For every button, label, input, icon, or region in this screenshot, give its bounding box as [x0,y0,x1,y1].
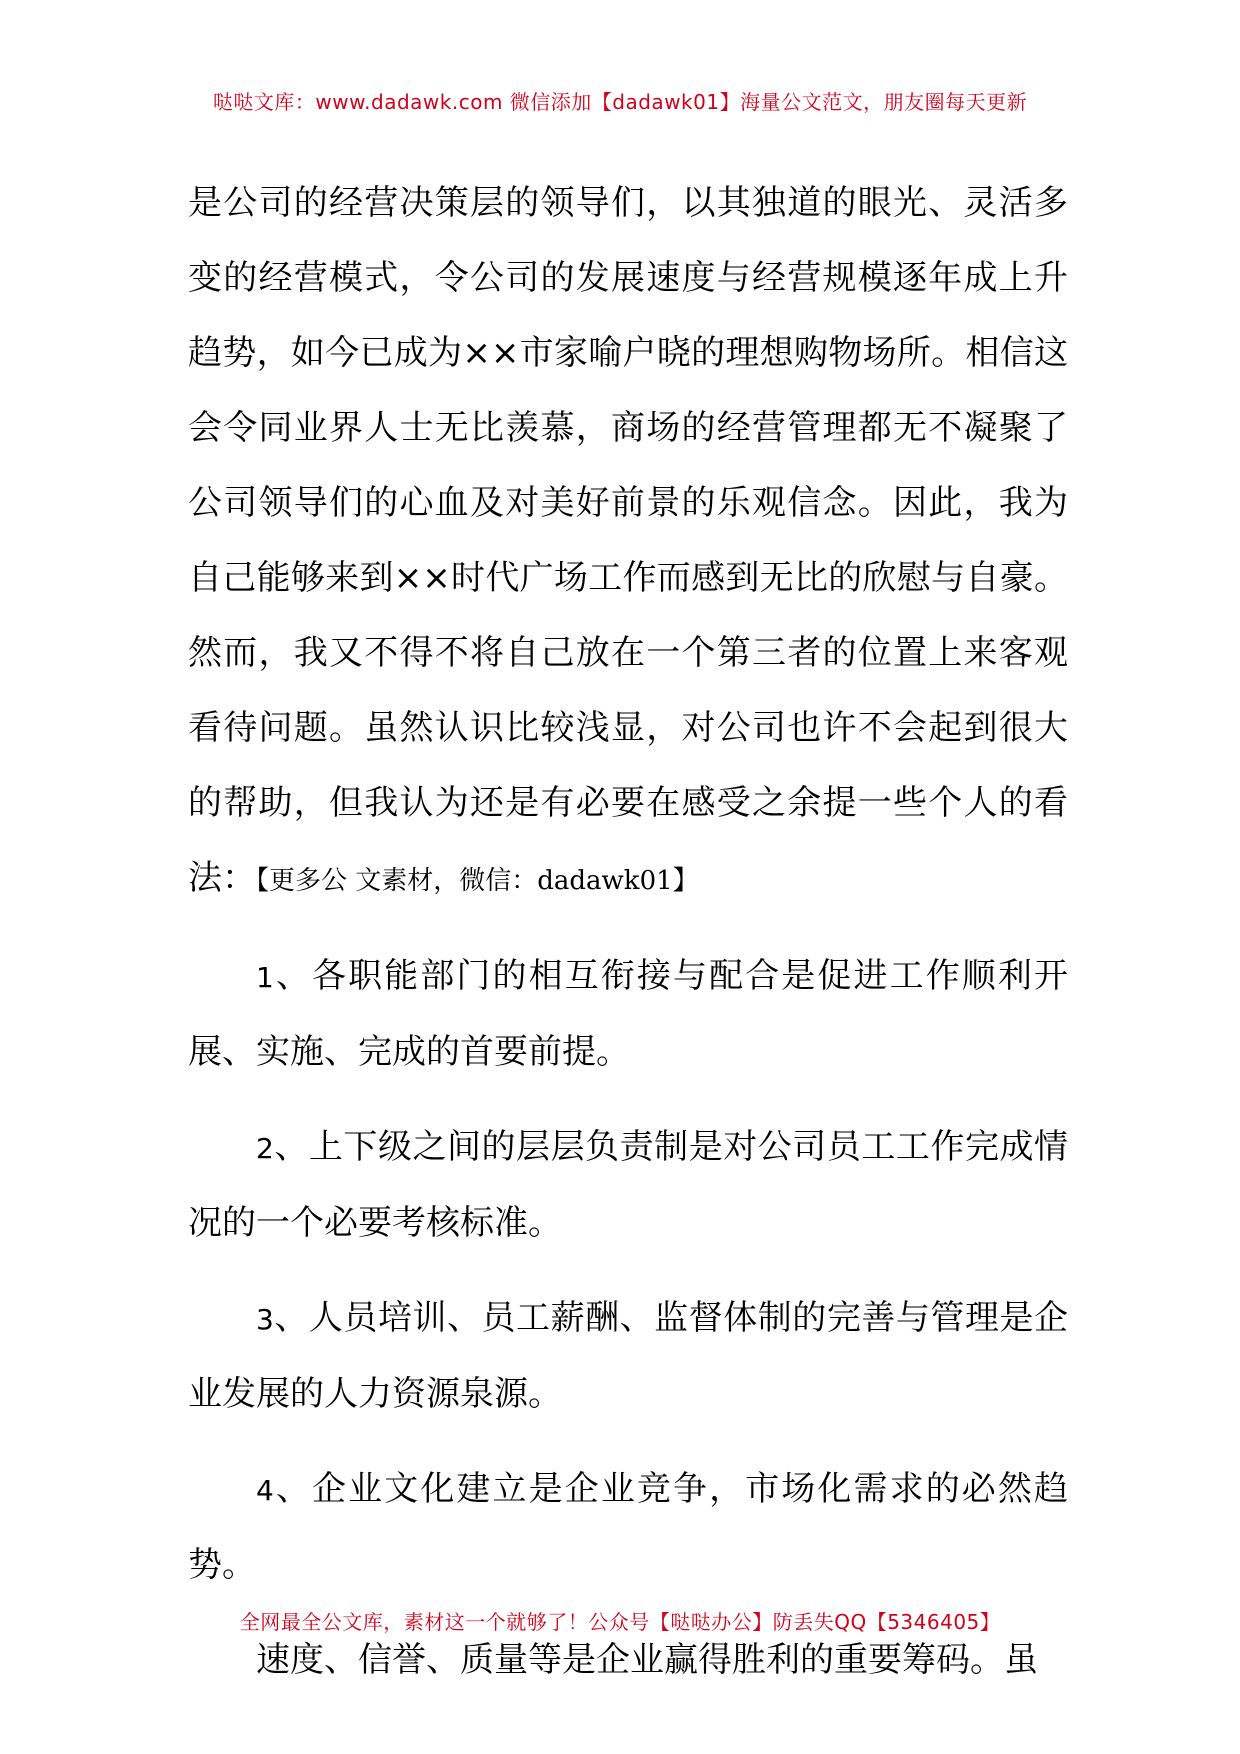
list-item [188,939,1068,1090]
list-item-text: 、上下级之间的层层负责制是对公司员工工作完成情况的一个必要考核标准。 [188,1127,1068,1243]
intro-text: 是公司的经营决策层的领导们，以其独道的眼光、灵活多变的经营模式，令公司的发展速度与经营规模逐年成上升趋势，如今已成为××市家喻户晓的理想购物场所。相信这会令同业界人士无比羡慕，商场的经营管理都无不凝聚了公司领导们的心血及对美好前景的乐观信念。因此，我为自己能够来到××时代广场工作而感到无比的欣慰与自豪。然而，我又不得不将自己放在一个第三者的位置上来客观看待问题。虽然认识比较浅显，对公司也许不会起到很大的帮助，但我认为还是有必要在感受之余提一些个人的看法： [188,183,1068,898]
list-item-text: 、各职能部门的相互衔接与配合是促进工作顺利开展、实施、完成的首要前提。 [188,956,1068,1072]
page-header-watermark: 哒哒文库：www.dadawk.com 微信添加【dadawk01】海量公文范文，朋友圈每天更新 [212,90,1028,114]
document-body [188,166,1068,1698]
intro-paragraph [188,166,1068,919]
list-item [188,1452,1068,1603]
promo-note: 【更多公 文素材，微信：dadawk01】 [256,866,699,896]
list-item [188,1110,1068,1261]
page-footer-watermark: 全网最全公文库，素材这一个就够了！公众号【哒哒办公】防丢失QQ【5346405】 [239,1610,1001,1634]
closing-paragraph: 速度、信誉、质量等是企业赢得胜利的重要筹码。虽 [256,1640,1038,1680]
list-item-number: 4 [256,1474,274,1507]
list-item-number: 2 [256,1132,274,1165]
list-item-number: 1 [256,961,274,994]
list-item [188,1281,1068,1432]
list-item-text: 、人员培训、员工薪酬、监督体制的完善与管理是企业发展的人力资源泉源。 [188,1298,1068,1414]
list-item-number: 3 [256,1303,274,1336]
list-item-text: 、企业文化建立是企业竞争，市场化需求的必然趋势。 [188,1469,1068,1585]
